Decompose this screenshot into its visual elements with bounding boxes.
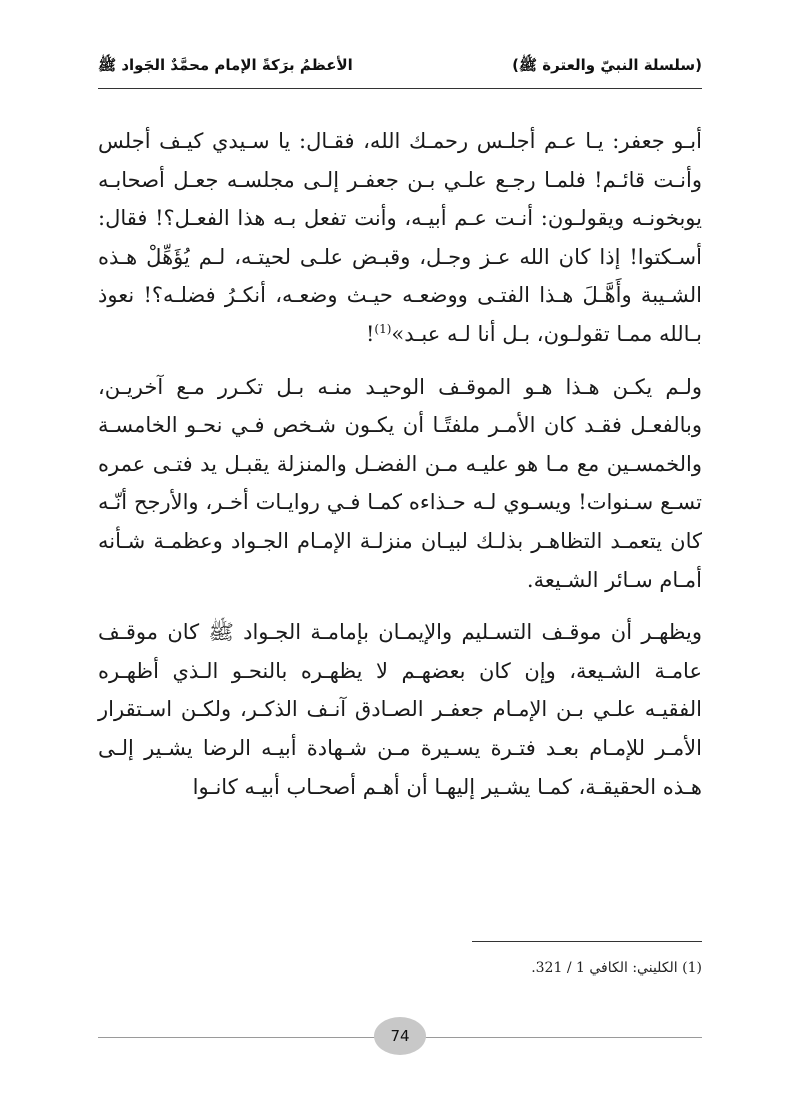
main-text (98, 122, 702, 806)
paragraph-end: ! (365, 321, 375, 346)
paragraph: ولـم يكـن هـذا هـو الموقـف الوحيـد منـه بـل تكـرر مـع آخريـن، وبالفعـل فقـد كان الأمـر ملفتًـا أن يكـون شـخص فـي نحـو الخامسـة والخمسـين مع مـا هو عليـه مـن الفضـل والمنزلة يقبـل يد فتـى عمره تسـع سـنوات! ويسـوي لـه حـذاءه كمـا فـي روايـات أخـر، والأرجح أنّـه كان يتعمـد التظاهـر بذلـك لبيـان منزلـة الإمـام الجـواد وعظمـة شـأنه أمـام سـائر الشـيعة. (98, 374, 702, 592)
paragraph-text: أبـو جعفر: يـا عـم أجلـس رحمـك الله، فقـال: يا سـيدي كيـف أجلس وأنـت قائـم! فلمـا رجـع علـي بـن جعفـر إلـى مجلسـه جعـل أصحابـه يوبخونـه ويقولـون: أنـت عـم أبيـه، وأنت تفعل بـه هذا الفعـل؟! فقال: أسـكتوا! إذا كان الله عـز وجـل، وقبـض علـى لحيتـه، لـم يُؤَهِّلْ هـذه الشـيبة وأَهَّـلَ هـذا الفتـى ووضعـه حيـث وضعـه، أنكـرُ فضلـه؟! نعوذ بـالله ممـا تقولـون، بـل أنا لـه عبـد» (98, 129, 702, 346)
paragraph (98, 122, 702, 354)
book-title: الأعظمُ برَكةً الإمام محمَّدٌ الجَواد ﷺ (98, 56, 353, 74)
footnote: (1) الكليني: الكافي 1 / 321. (531, 960, 702, 976)
series-title: (سلسلة النبيّ والعترة ﷺ) (512, 56, 702, 74)
footnote-reference[interactable]: (1) (374, 321, 392, 336)
page-footer (98, 1017, 702, 1057)
footnote-divider (472, 941, 702, 942)
page-number-badge: 74 (374, 1017, 426, 1055)
paragraph: ويظهـر أن موقـف التسـليم والإيمـان بإمامـة الجـواد ﷺ كان موقـف عامـة الشـيعة، وإن كان بعضهـم لا يظهـره بالنحـو الـذي أظهـره الفقيـه علـي بـن الإمـام جعفـر الصـادق آنـف الذكـر، ولكـن اسـتقرار الأمـر للإمـام بعـد فتـرة يسـيرة مـن شـهادة أبيـه الرضا يشـير إلـى هـذه الحقيقـة، كمـا يشـير إليهـا أن أهـم أصحـاب أبيـه كانـوا (98, 620, 702, 799)
header-divider (98, 88, 702, 89)
running-header (98, 52, 702, 82)
